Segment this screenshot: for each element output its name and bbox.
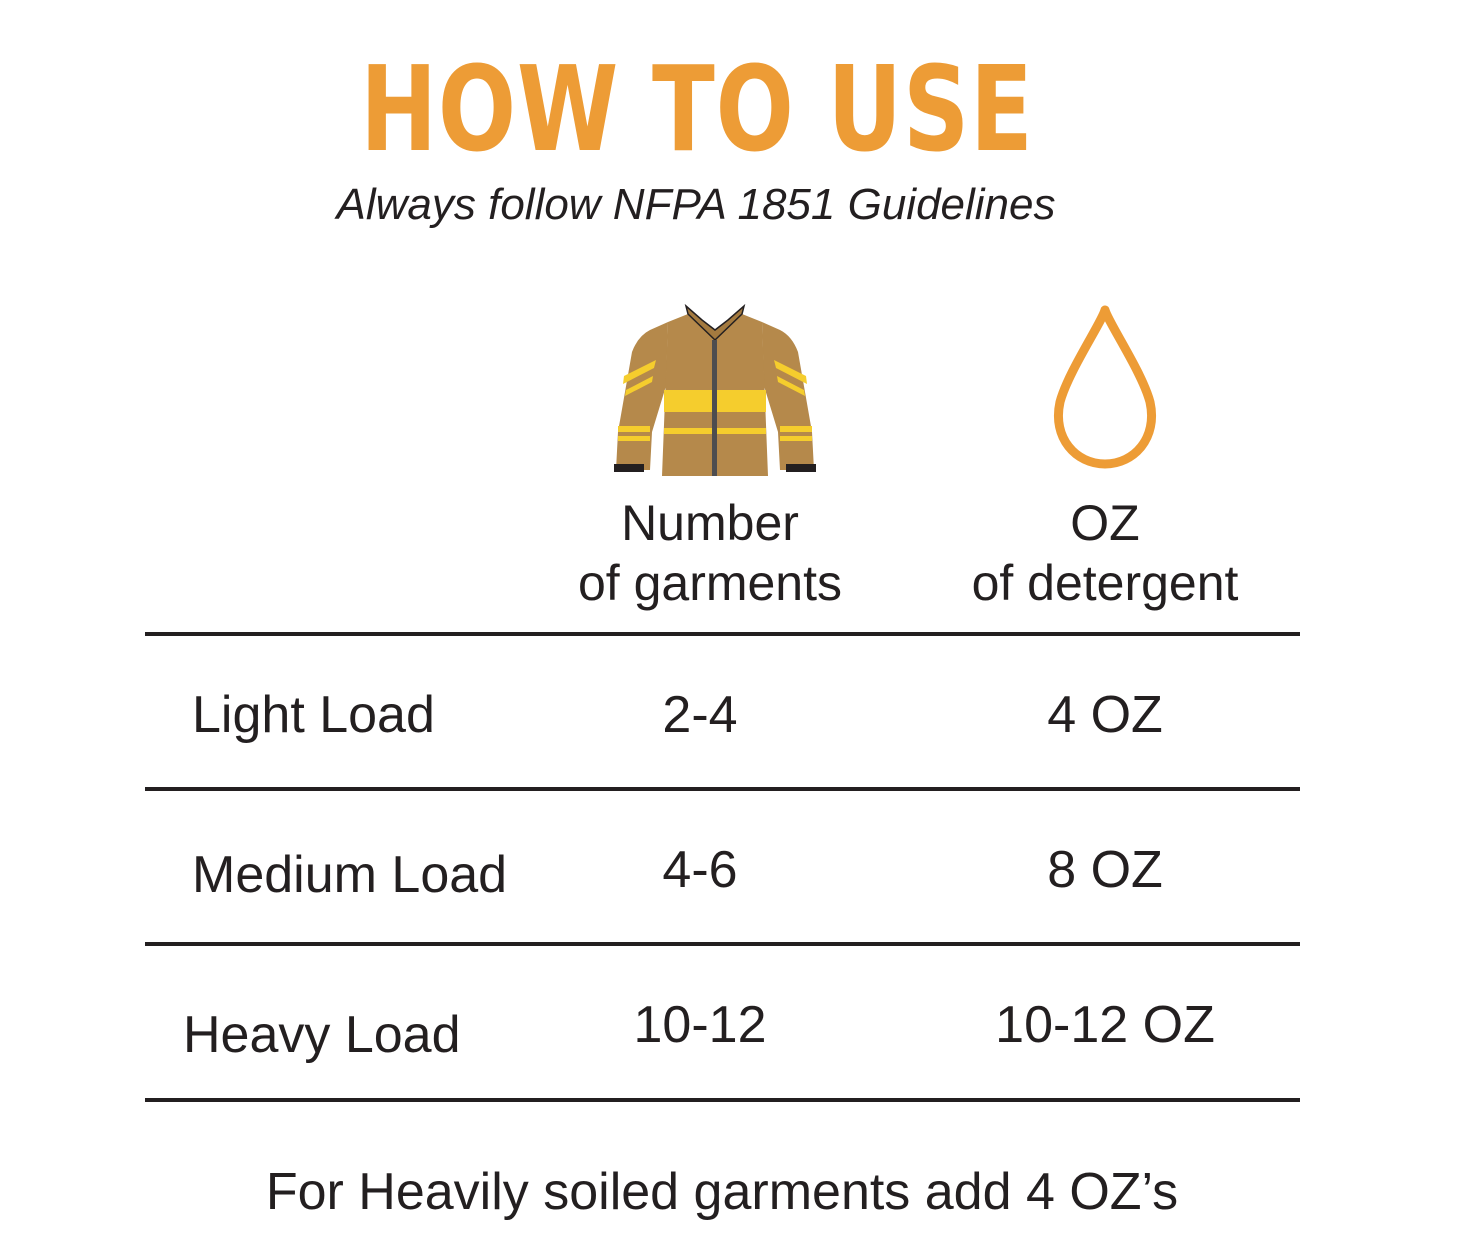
- page-subtitle: Always follow NFPA 1851 Guidelines: [336, 180, 1056, 229]
- row-detergent-light: 4 OZ: [1047, 686, 1163, 744]
- column-header-detergent: [930, 493, 1280, 613]
- table-divider: [145, 942, 1300, 946]
- column-header-garments-line1: Number: [621, 495, 799, 551]
- page-title: HOW TO USE: [360, 40, 1034, 178]
- row-detergent-heavy: 10-12 OZ: [995, 996, 1215, 1054]
- row-garments-heavy: 10-12: [633, 996, 767, 1054]
- table-divider: [145, 1098, 1300, 1102]
- table-divider: [145, 787, 1300, 791]
- footer-note: For Heavily soiled garments add 4 OZ’s: [265, 1163, 1179, 1221]
- column-header-detergent-line2: of detergent: [971, 555, 1239, 611]
- row-label-medium: Medium Load: [192, 846, 508, 904]
- firefighter-jacket-icon: [610, 300, 820, 478]
- row-detergent-medium: 8 OZ: [1047, 841, 1163, 899]
- row-garments-medium: 4-6: [662, 841, 738, 899]
- row-label-heavy: Heavy Load: [183, 1006, 461, 1064]
- table-divider: [145, 632, 1300, 636]
- column-header-garments-line2: of garments: [577, 555, 842, 611]
- column-header-detergent-line1: OZ: [1070, 495, 1140, 551]
- column-header-garments: [540, 493, 880, 613]
- water-drop-icon: [1050, 302, 1160, 472]
- row-garments-light: 2-4: [662, 686, 738, 744]
- row-label-light: Light Load: [192, 686, 435, 744]
